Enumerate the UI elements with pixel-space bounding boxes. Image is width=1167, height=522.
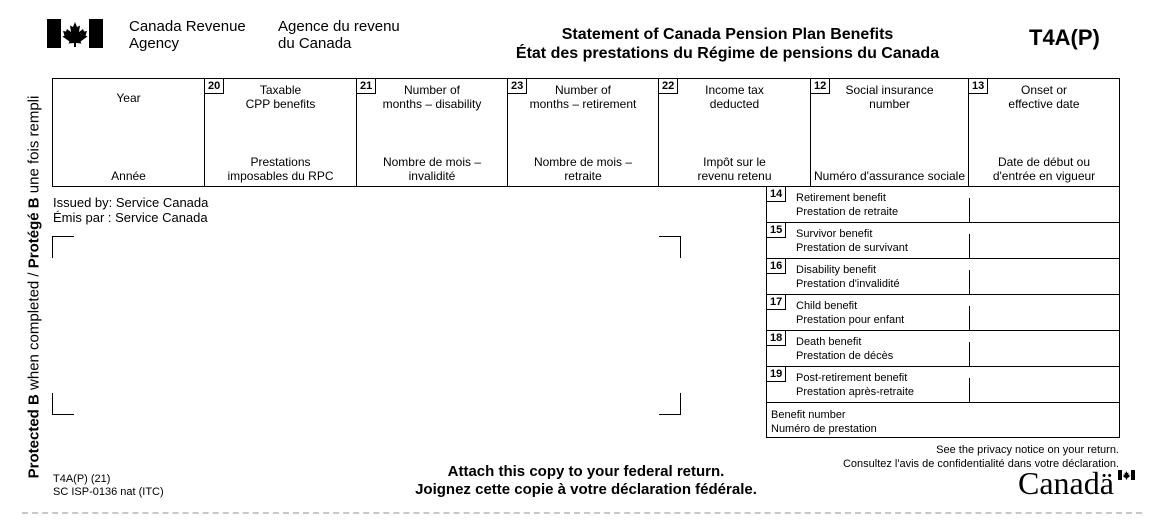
grid-col-year[interactable] <box>53 79 205 186</box>
privacy-notice-fr: Consultez l'avis de confidentialité dans votre déclaration. <box>842 458 1119 470</box>
cut-line <box>22 512 1142 514</box>
grid-col-year-label-en: Year <box>116 91 141 105</box>
box-number-12: 12 <box>810 78 830 94</box>
issued-by <box>53 195 208 225</box>
grid-col-20-top2: CPP benefits <box>245 97 316 111</box>
benefit-row-18 <box>767 331 1119 367</box>
box-number-13: 13 <box>968 78 988 94</box>
benefit-row-19 <box>767 367 1119 403</box>
grid-col-12[interactable] <box>811 79 969 186</box>
grid-col-23-bot1: Nombre de mois – <box>533 155 633 169</box>
agency-en-line2: Agency <box>129 35 180 52</box>
address-window-corner-top-left <box>52 236 74 258</box>
grid-col-20-bot1: Prestations <box>250 155 311 169</box>
benefit-number-label-en: Benefit number <box>771 409 846 421</box>
grid-col-22[interactable] <box>659 79 811 186</box>
benefit-number-label-fr: Numéro de prestation <box>771 423 877 435</box>
grid-col-13-bot2: d'entrée en vigueur <box>992 169 1096 183</box>
grid-col-13-top1: Onset or <box>1020 83 1068 97</box>
grid-col-12-top1: Social insurance <box>845 83 934 97</box>
agency-name-en <box>129 18 246 52</box>
address-window-corner-bottom-left <box>52 393 74 415</box>
grid-col-21-top1: Number of <box>403 83 461 97</box>
benefit-17-label-en: Child benefit <box>796 300 858 312</box>
grid-col-23-top1: Number of <box>554 83 612 97</box>
attach-instruction <box>386 463 786 499</box>
benefit-17-amount-field[interactable] <box>969 306 1120 330</box>
address-window-corner-top-right <box>659 236 681 258</box>
benefit-row-16 <box>767 259 1119 295</box>
issued-by-en: Issued by: Service Canada <box>53 195 209 210</box>
header-grid <box>52 78 1120 187</box>
grid-col-13-top2: effective date <box>1008 97 1080 111</box>
grid-col-13-bot1: Date de début ou <box>997 155 1091 169</box>
protected-rest-en: when completed / <box>25 268 43 395</box>
canada-flag-icon <box>47 19 103 48</box>
box-number-22: 22 <box>658 78 678 94</box>
box-number-17: 17 <box>766 294 786 310</box>
issued-by-fr: Émis par : Service Canada <box>53 210 208 225</box>
grid-col-13[interactable] <box>969 79 1119 186</box>
grid-col-22-top2: deducted <box>709 97 760 111</box>
wordmark-flag-icon <box>1118 470 1135 480</box>
protected-rest-fr: une fois rempli <box>25 95 43 198</box>
grid-col-21-top2: months – disability <box>382 97 482 111</box>
protected-notice <box>26 96 43 479</box>
grid-col-20-bot2: imposables du RPC <box>227 169 334 183</box>
benefit-18-label-fr: Prestation de décès <box>796 350 894 362</box>
grid-col-year-label-fr: Année <box>111 169 146 183</box>
grid-col-12-bot2: Numéro d'assurance sociale <box>813 169 966 183</box>
benefit-15-amount-field[interactable] <box>969 234 1120 258</box>
form-title-en: Statement of Canada Pension Plan Benefits <box>561 26 894 43</box>
agency-fr-line1: Agence du revenu <box>278 18 400 35</box>
benefit-18-label-en: Death benefit <box>796 336 862 348</box>
attach-instruction-en: Attach this copy to your federal return. <box>447 463 725 480</box>
form-title-fr: État des prestations du Régime de pensions du Canada <box>515 45 940 62</box>
benefit-row-17 <box>767 295 1119 331</box>
benefit-16-label-en: Disability benefit <box>796 264 877 276</box>
benefit-16-amount-field[interactable] <box>969 270 1120 294</box>
box-number-21: 21 <box>356 78 376 94</box>
grid-col-23[interactable] <box>508 79 659 186</box>
agency-fr-line2: du Canada <box>278 35 352 52</box>
agency-name-fr <box>278 18 400 52</box>
benefit-15-label-en: Survivor benefit <box>796 228 873 240</box>
box-number-18: 18 <box>766 330 786 346</box>
protected-bold-fr: Protégé B <box>25 197 43 269</box>
box-number-23: 23 <box>507 78 527 94</box>
box-number-16: 16 <box>766 258 786 274</box>
benefit-16-label-fr: Prestation d'invalidité <box>796 278 900 290</box>
grid-col-22-top1: Income tax <box>705 83 764 97</box>
agency-en-line1: Canada Revenue <box>129 18 246 35</box>
benefit-19-label-fr: Prestation après-retraite <box>796 386 914 398</box>
grid-col-20[interactable] <box>205 79 357 186</box>
grid-col-21-bot1: Nombre de mois – <box>382 155 482 169</box>
benefit-15-label-fr: Prestation de survivant <box>796 242 908 254</box>
canada-wordmark: Canadä <box>1018 465 1114 501</box>
form-identifier-line1: T4A(P) (21) <box>53 473 111 485</box>
box-number-15: 15 <box>766 222 786 238</box>
box-number-20: 20 <box>204 78 224 94</box>
grid-col-22-bot2: revenu retenu <box>697 169 772 183</box>
grid-col-20-top1: Taxable <box>259 83 302 97</box>
box-number-14: 14 <box>766 186 786 202</box>
benefit-19-label-en: Post-retirement benefit <box>796 372 908 384</box>
benefit-17-label-fr: Prestation pour enfant <box>796 314 905 326</box>
benefit-19-amount-field[interactable] <box>969 378 1120 402</box>
benefit-14-label-fr: Prestation de retraite <box>796 206 899 218</box>
form-code: T4A(P) <box>1029 25 1100 50</box>
benefit-18-amount-field[interactable] <box>969 342 1120 366</box>
benefit-14-amount-field[interactable] <box>969 198 1120 222</box>
grid-col-23-top2: months – retirement <box>529 97 637 111</box>
privacy-notice-en: See the privacy notice on your return. <box>936 444 1119 456</box>
form-identifier <box>53 473 164 499</box>
grid-col-12-top2: number <box>869 97 910 111</box>
benefit-14-label-en: Retirement benefit <box>796 192 886 204</box>
grid-col-23-bot2: retraite <box>564 169 602 183</box>
grid-col-21[interactable] <box>357 79 508 186</box>
benefit-boxes <box>766 187 1120 438</box>
protected-bold-en: Protected B <box>25 394 43 479</box>
form-title <box>465 25 990 63</box>
form-identifier-line2: SC ISP-0136 nat (ITC) <box>53 486 164 498</box>
attach-instruction-fr: Joignez cette copie à votre déclaration fédérale. <box>415 481 757 498</box>
box-number-19: 19 <box>766 366 786 382</box>
address-window-corner-bottom-right <box>659 393 681 415</box>
benefit-row-15 <box>767 223 1119 259</box>
benefit-row-14 <box>767 187 1119 223</box>
benefit-number-field[interactable] <box>767 403 1119 438</box>
grid-col-21-bot2: invalidité <box>408 169 456 183</box>
grid-col-22-bot1: Impôt sur le <box>703 155 766 169</box>
